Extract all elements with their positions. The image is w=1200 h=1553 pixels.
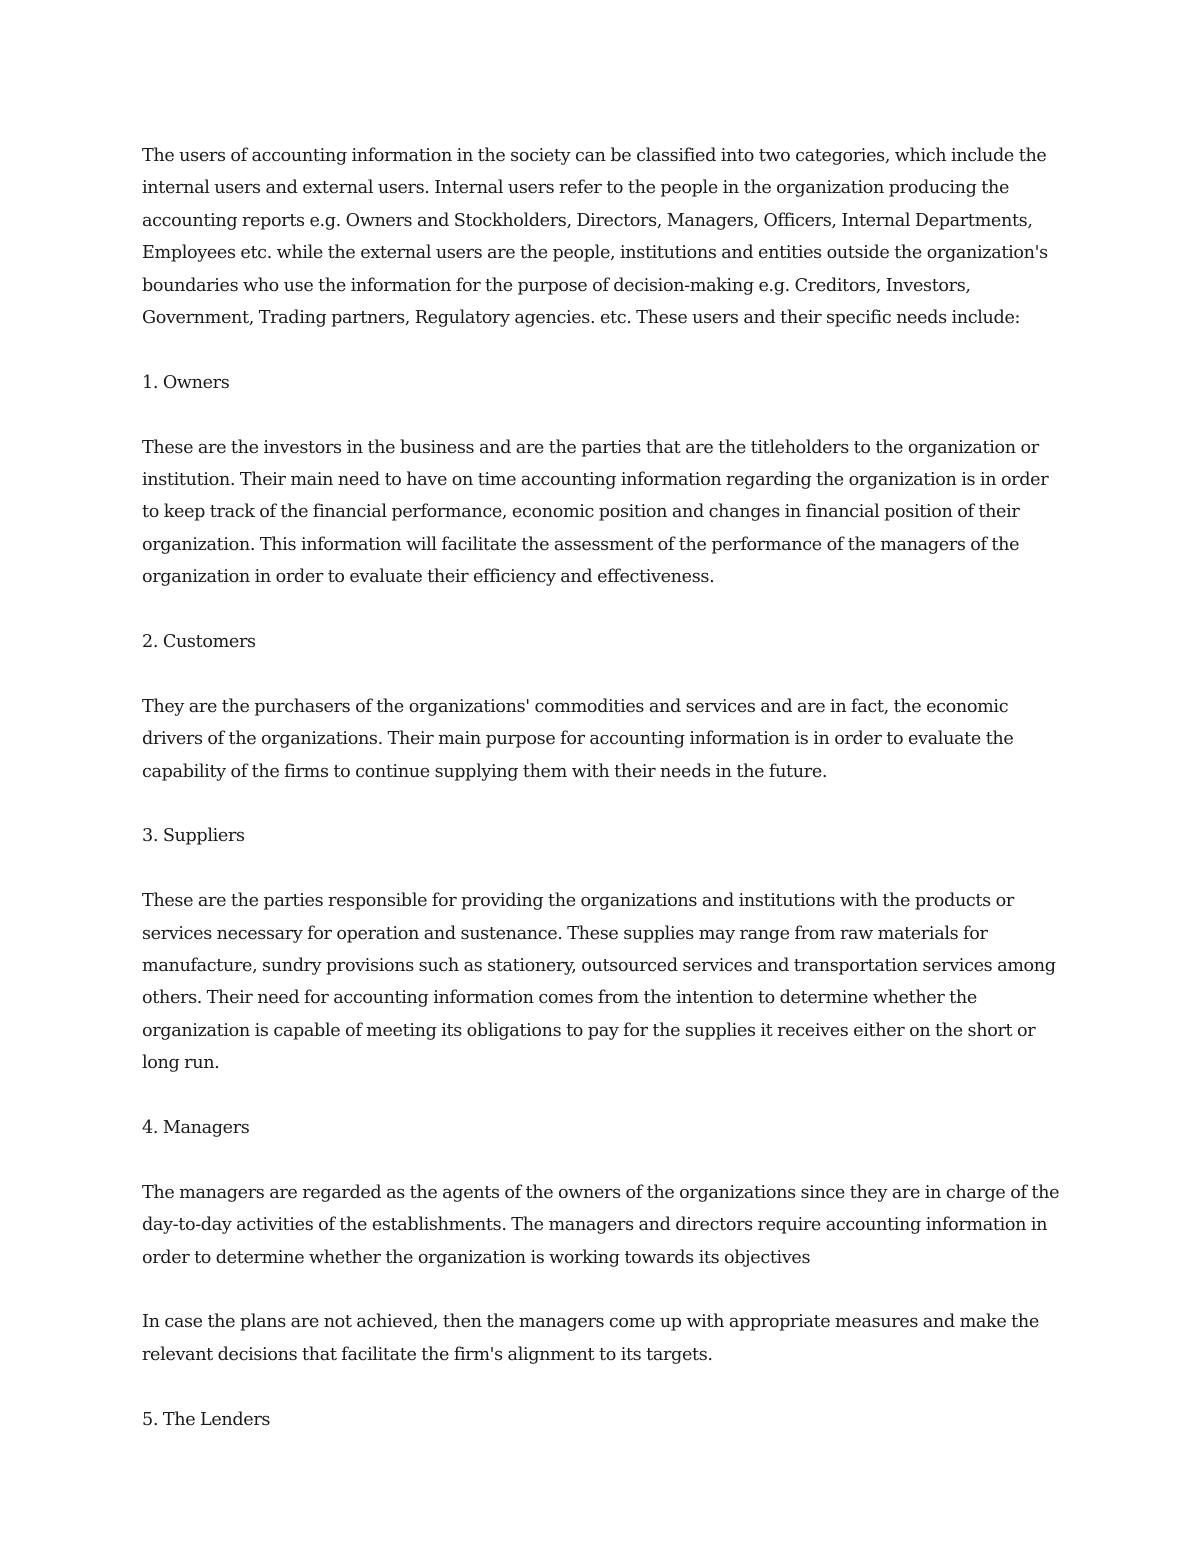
- owners-paragraph: These are the investors in the business and are the parties that are the titleholders to the organization or institution. Their main need to have on time accounting information regarding the organization is in order to keep track of the financial performance, economic position and changes in financial position of their organization. This information will facilitate the assessment of the performance of the managers of the organization in order to evaluate their efficiency and effectiveness.: [142, 437, 1049, 588]
- managers-paragraph-1: The managers are regarded as the agents of the owners of the organizations since they are in charge of the day-to-day activities of the establishments. The managers and directors require accounting information in order to determine whether the organization is working towards its objectives: [142, 1182, 1060, 1268]
- section-heading-owners: 1. Owners: [142, 372, 230, 393]
- section-heading-suppliers: 3. Suppliers: [142, 826, 245, 847]
- section-heading-customers: 2. Customers: [142, 632, 256, 653]
- section-heading-managers: 4. Managers: [142, 1118, 250, 1139]
- suppliers-paragraph: These are the parties responsible for providing the organizations and institutions with the products or services necessary for operation and sustenance. These supplies may range from raw materials for manufacture, sundry provisions such as stationery, outsourced services and transportation services among others. Their need for accounting information comes from the intention to determine whether the organization is capable of meeting its obligations to pay for the supplies it receives either on the short or long run.: [142, 891, 1056, 1074]
- managers-paragraph-2: In case the plans are not achieved, then the managers come up with appropriate measures and make the relevant decisions that facilitate the firm's alignment to its targets.: [142, 1312, 1039, 1365]
- customers-paragraph: They are the purchasers of the organizations' commodities and services and are in fact, the economic drivers of the organizations. Their main purpose for accounting information is in order to evaluate the capability of the firms to continue supplying them with their needs in the future.: [142, 696, 1014, 782]
- intro-paragraph: The users of accounting information in the society can be classified into two categories, which include the internal users and external users. Internal users refer to the people in the organization producing the accounting reports e.g. Owners and Stockholders, Directors, Managers, Officers, Internal Departments, Employees etc. while the external users are the people, institutions and entities outside the organization's boundaries who use the information for the purpose of decision-making e.g. Creditors, Investors, Government, Trading partners, Regulatory agencies. etc. These users and their specific needs include:: [142, 146, 1048, 329]
- section-heading-lenders: 5. The Lenders: [142, 1409, 271, 1430]
- document-body: [142, 140, 1062, 1468]
